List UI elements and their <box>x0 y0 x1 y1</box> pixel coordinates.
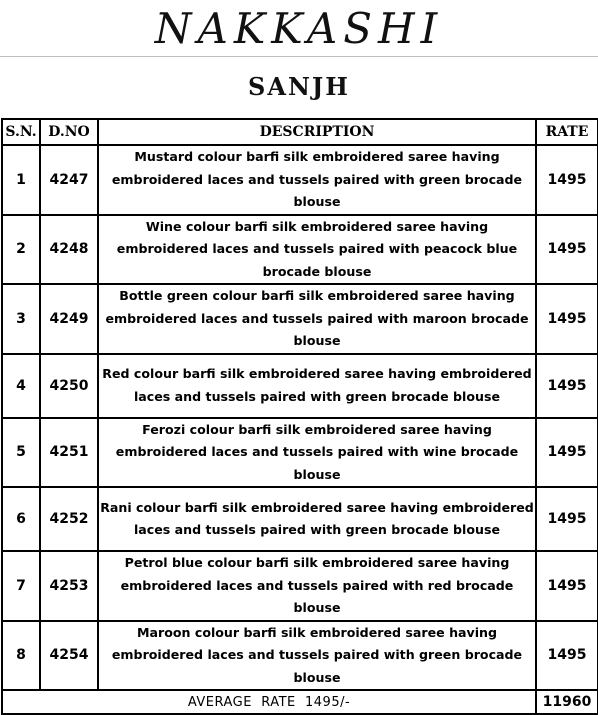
table-header-row <box>2 119 598 145</box>
cell-dno: 4254 <box>40 621 98 691</box>
header-dno: D.NO <box>40 119 98 145</box>
cell-description: Maroon colour barfi silk embroidered saree having embroidered laces and tussels paired with green brocade blouse <box>98 621 536 691</box>
cell-rate: 1495 <box>536 487 598 551</box>
cell-sn: 8 <box>2 621 40 691</box>
brand-title: NAKKASHI <box>154 3 444 53</box>
cell-dno: 4251 <box>40 418 98 488</box>
cell-sn: 7 <box>2 551 40 621</box>
table-row <box>2 551 598 621</box>
average-rate-label: AVERAGE RATE 1495/- <box>2 690 536 714</box>
table-row <box>2 418 598 488</box>
table-row <box>2 487 598 551</box>
cell-description: Rani colour barfi silk embroidered saree having embroidered laces and tussels paired with green brocade blouse <box>98 487 536 551</box>
cell-rate: 1495 <box>536 418 598 488</box>
cell-sn: 4 <box>2 354 40 418</box>
price-table <box>1 118 598 715</box>
cell-dno: 4249 <box>40 284 98 354</box>
cell-description: Mustard colour barfi silk embroidered saree having embroidered laces and tussels paired with green brocade blouse <box>98 145 536 215</box>
cell-description: Bottle green colour barfi silk embroidered saree having embroidered laces and tussels paired with maroon brocade blouse <box>98 284 536 354</box>
collection-title: SANJH <box>248 71 350 101</box>
cell-sn: 1 <box>2 145 40 215</box>
table-row <box>2 354 598 418</box>
cell-rate: 1495 <box>536 621 598 691</box>
cell-dno: 4252 <box>40 487 98 551</box>
cell-sn: 5 <box>2 418 40 488</box>
cell-dno: 4250 <box>40 354 98 418</box>
cell-rate: 1495 <box>536 284 598 354</box>
header-description: DESCRIPTION <box>98 119 536 145</box>
cell-dno: 4253 <box>40 551 98 621</box>
cell-rate: 1495 <box>536 215 598 285</box>
cell-rate: 1495 <box>536 551 598 621</box>
cell-sn: 6 <box>2 487 40 551</box>
total-rate: 11960 <box>536 690 598 714</box>
cell-dno: 4247 <box>40 145 98 215</box>
cell-rate: 1495 <box>536 145 598 215</box>
header-sn: S.N. <box>2 119 40 145</box>
cell-description: Wine colour barfi silk embroidered saree having embroidered laces and tussels paired with peacock blue brocade blouse <box>98 215 536 285</box>
cell-sn: 3 <box>2 284 40 354</box>
table-row <box>2 215 598 285</box>
cell-description: Red colour barfi silk embroidered saree having embroidered laces and tussels paired with green brocade blouse <box>98 354 536 418</box>
table-footer-row <box>2 690 598 714</box>
cell-dno: 4248 <box>40 215 98 285</box>
table-row <box>2 145 598 215</box>
table-row <box>2 621 598 691</box>
cell-rate: 1495 <box>536 354 598 418</box>
cell-description: Petrol blue colour barfi silk embroidered saree having embroidered laces and tussels paired with red brocade blouse <box>98 551 536 621</box>
cell-description: Ferozi colour barfi silk embroidered saree having embroidered laces and tussels paired with wine brocade blouse <box>98 418 536 488</box>
table-row <box>2 284 598 354</box>
header-rate: RATE <box>536 119 598 145</box>
cell-sn: 2 <box>2 215 40 285</box>
